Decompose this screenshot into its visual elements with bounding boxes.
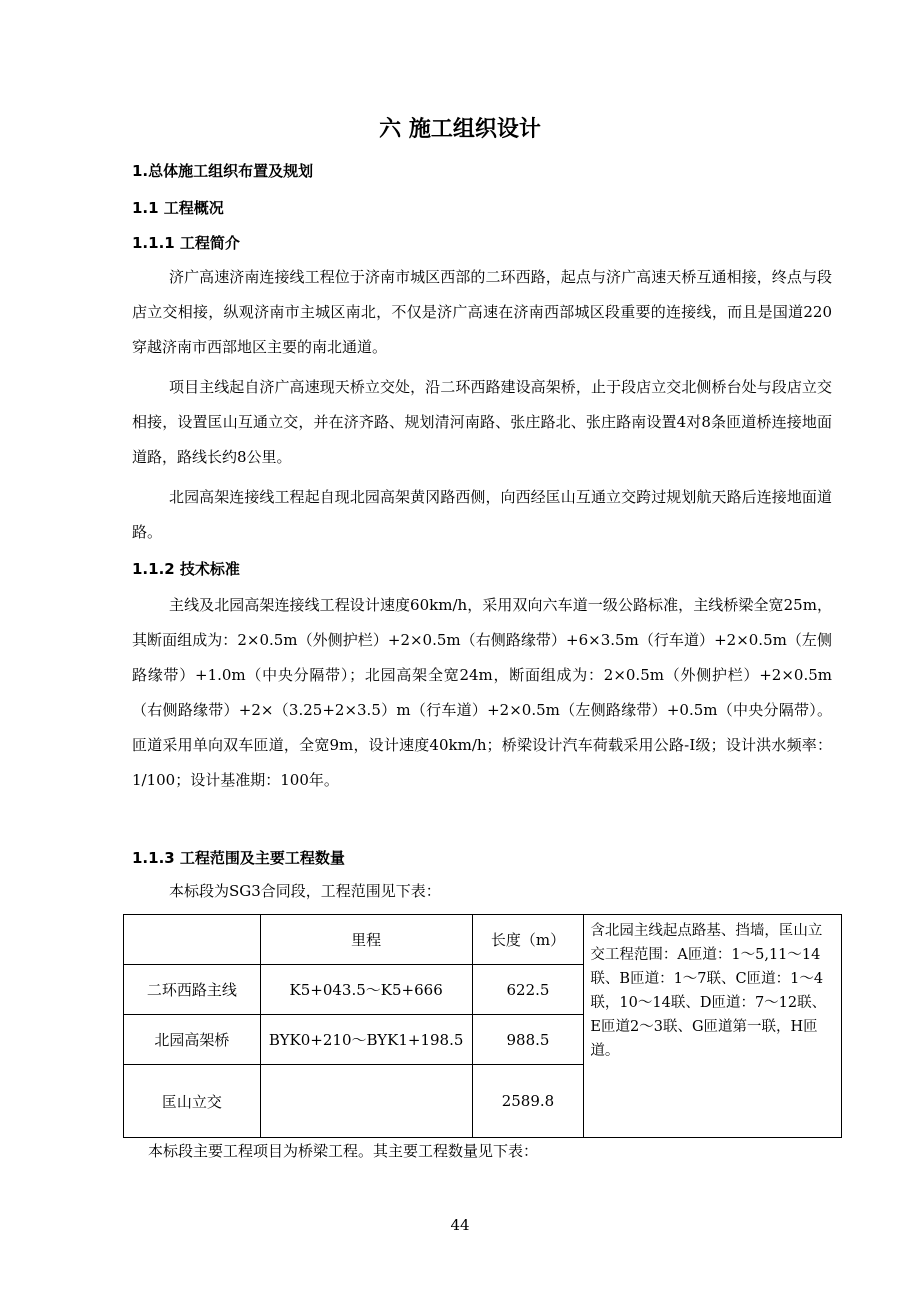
row-mileage-cell: BYK0+210～BYK1+198.5 <box>260 1015 472 1065</box>
page-number: 44 <box>450 1216 470 1234</box>
paragraph-contract: 本标段为SG3合同段，工程范围见下表： <box>169 882 441 900</box>
heading-1-1: 1.1 工程概况 <box>132 199 224 217</box>
scope-note-cell: 含北园主线起点路基、挡墙，匡山立交工程范围：A匝道：1～5,11～14联、B匝道：1～7联、C匝道：1～4联，10～14联、D匝道：7～12联、E匝道2～3联、G匝道第一联，H匝道。 <box>584 915 842 1138</box>
paragraph-beiyuan: 北园高架连接线工程起自现北园高架黄冈路西侧，向西经匡山互通立交跨过规划航天路后连接地面道路。 <box>132 488 832 541</box>
chapter-title: 六 施工组织设计 <box>379 117 541 142</box>
row-length-cell: 988.5 <box>472 1015 584 1065</box>
paragraph-mainline: 项目主线起自济广高速现天桥立交处，沿二环西路建设高架桥，止于段店立交北侧桥台处与段店立交相接，设置匡山互通立交，并在济齐路、规划清河南路、张庄路北、张庄路南设置4对8条匝道桥连接地面道路，路线长约8公里。 <box>132 378 832 466</box>
table-header-row <box>124 915 842 965</box>
row-name-cell: 北园高架桥 <box>124 1015 261 1065</box>
paragraph-standards: 主线及北园高架连接线工程设计速度60km/h，采用双向六车道一级公路标准，主线桥梁全宽25m，其断面组成为：2×0.5m（外侧护栏）+2×0.5m（右侧路缘带）+6×3.5m（行车道）+2×0.5m（左侧路缘带）+1.0m（中央分隔带）；北园高架全宽24m，断面组成为：2×0.5m（外侧护栏）+2×0.5m（右侧路缘带）+2×（3.25+2×3.5）m（行车道）+2×0.5m（左侧路缘带）+0.5m（中央分隔带）。匝道采用单向双车匝道，全宽9m，设计速度40km/h；桥梁设计汽车荷载采用公路-Ⅰ级；设计洪水频率：1/100；设计基准期：100年。 <box>132 596 832 789</box>
row-mileage-cell: K5+043.5～K5+666 <box>260 965 472 1015</box>
heading-1-1-3: 1.1.3 工程范围及主要工程数量 <box>132 849 345 867</box>
paragraph-quantities: 本标段主要工程项目为桥梁工程。其主要工程数量见下表： <box>148 1142 539 1160</box>
heading-1: 1.总体施工组织布置及规划 <box>132 162 314 180</box>
heading-1-1-2: 1.1.2 技术标准 <box>132 560 240 578</box>
paragraph-overview: 济广高速济南连接线工程位于济南市城区西部的二环西路，起点与济广高速天桥互通相接，终点与段店立交相接，纵观济南市主城区南北，不仅是济广高速在济南西部城区段重要的连接线，而且是国道220穿越济南市西部地区主要的南北通道。 <box>132 268 832 356</box>
row-mileage-cell <box>260 1065 472 1138</box>
row-name-cell: 匡山立交 <box>124 1065 261 1138</box>
row-length-cell: 2589.8 <box>472 1065 584 1138</box>
row-length-cell: 622.5 <box>472 965 584 1015</box>
header-cell: 里程 <box>260 915 472 965</box>
scope-table <box>123 914 842 1138</box>
row-name-cell: 二环西路主线 <box>124 965 261 1015</box>
header-cell: 长度（m） <box>472 915 584 965</box>
header-cell <box>124 915 261 965</box>
heading-1-1-1: 1.1.1 工程简介 <box>132 234 240 252</box>
